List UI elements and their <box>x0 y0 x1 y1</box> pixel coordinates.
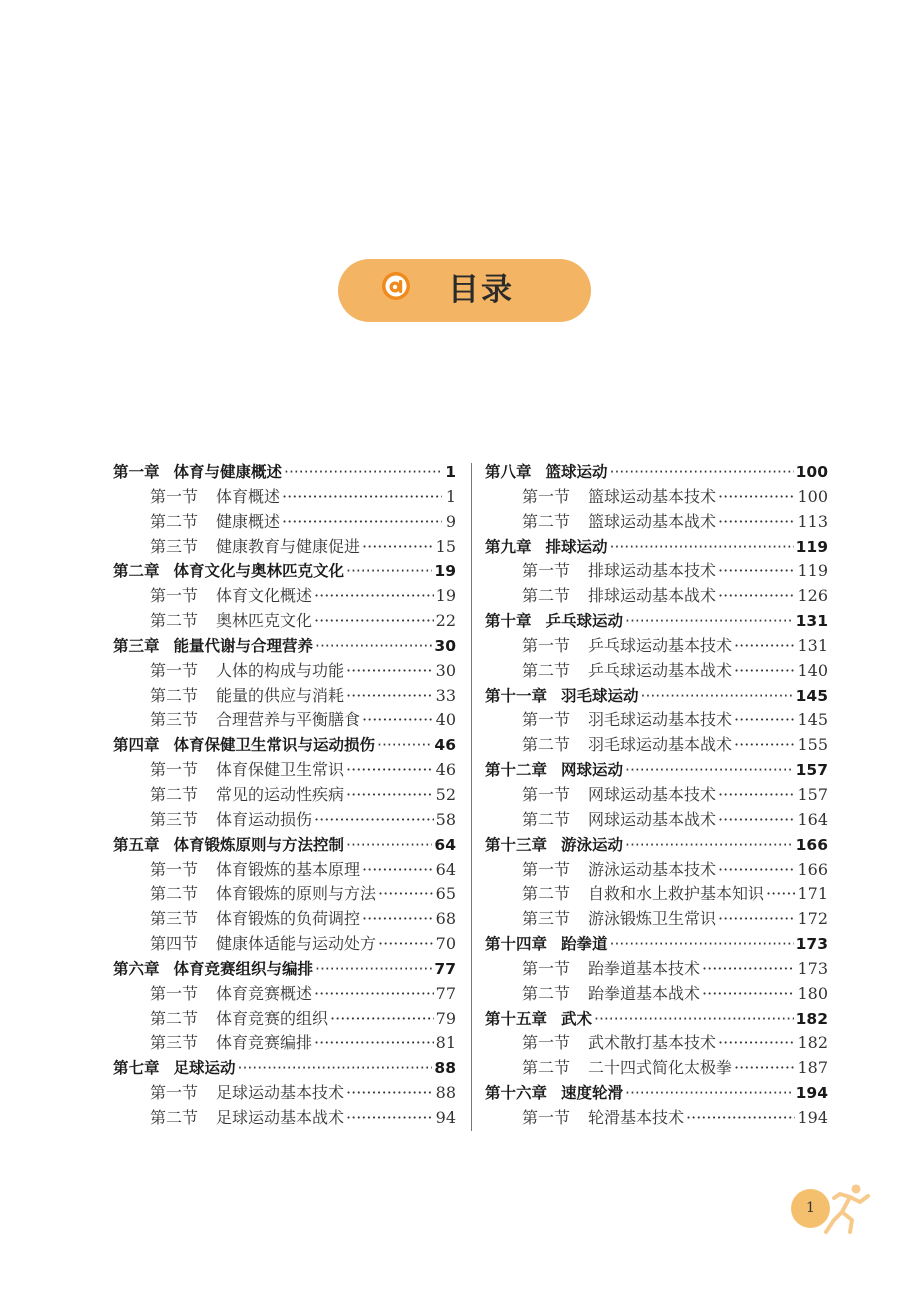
toc-section-entry[interactable] <box>113 1081 456 1106</box>
toc-chapter-entry[interactable] <box>485 1007 828 1032</box>
dot-leader <box>734 708 795 733</box>
dot-leader <box>346 783 434 808</box>
entry-page-number: 77 <box>434 959 456 978</box>
entry-title: 体育锻炼原则与方法控制 <box>173 835 345 854</box>
entry-title: 体育锻炼的原则与方法 <box>216 884 377 904</box>
toc-chapter-entry[interactable] <box>113 733 456 758</box>
entry-title: 游泳运动 <box>561 835 624 854</box>
entry-title: 人体的构成与功能 <box>216 660 345 680</box>
entry-title: 足球运动基本战术 <box>216 1107 345 1127</box>
dot-leader <box>610 932 794 957</box>
toc-section-entry[interactable] <box>113 708 456 733</box>
toc-right-column <box>485 460 828 1131</box>
toc-section-entry[interactable] <box>485 659 828 684</box>
column-divider <box>471 463 472 1131</box>
toc-section-entry[interactable] <box>113 1106 456 1131</box>
entry-number: 第六章 <box>113 959 160 978</box>
entry-page-number: 68 <box>435 909 456 929</box>
dot-leader <box>330 1007 434 1032</box>
entry-page-number: 164 <box>797 809 828 829</box>
entry-title: 乒乓球运动 <box>545 612 624 631</box>
entry-number: 第一节 <box>150 660 199 680</box>
entry-number: 第十三章 <box>485 835 548 854</box>
entry-title: 跆拳道基本战术 <box>588 983 701 1003</box>
entry-number: 第二节 <box>150 884 199 904</box>
toc-section-entry[interactable] <box>485 808 828 833</box>
entry-title: 体育保健卫生常识与运动损伤 <box>173 736 376 755</box>
toc-section-entry[interactable] <box>113 907 456 932</box>
dot-leader <box>284 460 442 485</box>
entry-title: 速度轮滑 <box>561 1084 624 1103</box>
entry-number: 第一节 <box>150 1083 199 1103</box>
entry-title: 跆拳道 <box>561 935 608 954</box>
entry-number: 第二节 <box>522 884 571 904</box>
toc-chapter-entry[interactable] <box>485 932 828 957</box>
toc-chapter-entry[interactable] <box>113 460 456 485</box>
entry-number: 第九章 <box>485 537 532 556</box>
entry-page-number: 19 <box>435 586 456 606</box>
toc-chapter-entry[interactable] <box>113 634 456 659</box>
entry-page-number: 182 <box>795 1009 828 1028</box>
entry-number: 第三节 <box>150 909 199 929</box>
entry-page-number: 94 <box>435 1107 456 1127</box>
entry-number: 第三节 <box>150 536 199 556</box>
toc-section-entry[interactable] <box>485 858 828 883</box>
entry-number: 第一节 <box>150 586 199 606</box>
entry-page-number: 40 <box>435 710 456 730</box>
entry-page-number: 15 <box>435 536 456 556</box>
toc-section-entry[interactable] <box>113 858 456 883</box>
entry-title: 游泳运动基本技术 <box>588 859 717 879</box>
dot-leader <box>718 485 795 510</box>
toc-chapter-entry[interactable] <box>485 833 828 858</box>
entry-title: 网球运动基本战术 <box>588 809 717 829</box>
entry-number: 第一节 <box>522 1107 571 1127</box>
toc-section-entry[interactable] <box>485 1056 828 1081</box>
entry-page-number: 155 <box>797 735 828 755</box>
entry-number: 第一节 <box>522 784 571 804</box>
entry-page-number: 9 <box>445 511 456 531</box>
toc-section-entry[interactable] <box>485 1031 828 1056</box>
catalog-logo-icon <box>381 271 411 301</box>
entry-title: 健康教育与健康促进 <box>216 536 361 556</box>
dot-leader <box>610 535 794 560</box>
entry-title: 奥林匹克文化 <box>216 611 313 631</box>
entry-page-number: 64 <box>434 835 456 854</box>
entry-number: 第一节 <box>150 760 199 780</box>
entry-page-number: 64 <box>435 859 456 879</box>
entry-page-number: 131 <box>795 612 828 631</box>
entry-title: 乒乓球运动基本技术 <box>588 635 733 655</box>
entry-page-number: 52 <box>435 784 456 804</box>
entry-title: 能量的供应与消耗 <box>216 685 345 705</box>
dot-leader <box>238 1056 433 1081</box>
toc-section-entry[interactable] <box>485 957 828 982</box>
entry-page-number: 173 <box>797 958 828 978</box>
entry-title: 能量代谢与合理营养 <box>173 636 314 655</box>
dot-leader <box>718 584 795 609</box>
toc-section-entry[interactable] <box>485 907 828 932</box>
entry-page-number: 46 <box>434 736 456 755</box>
entry-page-number: 100 <box>795 463 828 481</box>
toc-chapter-entry[interactable] <box>485 1081 828 1106</box>
page-title: 目录 <box>448 272 514 308</box>
toc-chapter-entry[interactable] <box>113 833 456 858</box>
toc-section-entry[interactable] <box>485 882 828 907</box>
entry-number: 第二节 <box>522 586 571 606</box>
entry-number: 第二节 <box>522 660 571 680</box>
entry-number: 第四节 <box>150 934 199 954</box>
entry-number: 第三章 <box>113 636 160 655</box>
dot-leader <box>314 584 434 609</box>
dot-leader <box>718 858 795 883</box>
entry-page-number: 131 <box>797 635 828 655</box>
page-number-badge: 1 <box>791 1189 830 1228</box>
entry-title: 健康体适能与运动处方 <box>216 934 377 954</box>
entry-page-number: 19 <box>434 562 456 581</box>
dot-leader <box>378 932 434 957</box>
dot-leader <box>314 1031 434 1056</box>
entry-page-number: 157 <box>797 784 828 804</box>
toc-section-entry[interactable] <box>485 559 828 584</box>
dot-leader <box>718 1031 795 1056</box>
entry-title: 武术散打基本技术 <box>588 1033 717 1053</box>
entry-number: 第十一章 <box>485 686 548 705</box>
entry-title: 羽毛球运动基本技术 <box>588 710 733 730</box>
dot-leader <box>362 858 434 883</box>
toc-section-entry[interactable] <box>113 758 456 783</box>
entry-title: 健康概述 <box>216 511 281 531</box>
entry-page-number: 88 <box>435 1083 456 1103</box>
entry-page-number: 88 <box>434 1059 456 1078</box>
toc-section-entry[interactable] <box>113 684 456 709</box>
entry-number: 第四章 <box>113 736 160 755</box>
toc-section-entry[interactable] <box>113 584 456 609</box>
dot-leader <box>625 1081 794 1106</box>
toc-left-column <box>113 460 456 1131</box>
dot-leader <box>702 957 795 982</box>
dot-leader <box>718 559 795 584</box>
dot-leader <box>734 733 795 758</box>
toc-section-entry[interactable] <box>113 510 456 535</box>
entry-number: 第十六章 <box>485 1084 548 1103</box>
entry-page-number: 30 <box>435 660 456 680</box>
toc-chapter-entry[interactable] <box>113 1056 456 1081</box>
entry-title: 二十四式简化太极拳 <box>588 1058 733 1078</box>
entry-page-number: 22 <box>435 611 456 631</box>
toc-chapter-entry[interactable] <box>485 684 828 709</box>
toc-chapter-entry[interactable] <box>113 957 456 982</box>
entry-number: 第二节 <box>522 983 571 1003</box>
toc-section-entry[interactable] <box>113 609 456 634</box>
entry-number: 第一节 <box>522 710 571 730</box>
dot-leader <box>718 907 795 932</box>
entry-number: 第一节 <box>522 1033 571 1053</box>
dot-leader <box>346 684 434 709</box>
entry-title: 体育概述 <box>216 486 281 506</box>
entry-page-number: 172 <box>797 909 828 929</box>
dot-leader <box>378 882 434 907</box>
toc-chapter-entry[interactable] <box>485 535 828 560</box>
dot-leader <box>734 634 795 659</box>
toc-section-entry[interactable] <box>113 882 456 907</box>
toc-section-entry[interactable] <box>113 535 456 560</box>
entry-page-number: 119 <box>795 537 828 556</box>
entry-title: 篮球运动 <box>545 463 608 481</box>
toc-section-entry[interactable] <box>485 510 828 535</box>
entry-page-number: 70 <box>435 934 456 954</box>
entry-number: 第三节 <box>150 1033 199 1053</box>
toc-section-entry[interactable] <box>485 708 828 733</box>
entry-page-number: 79 <box>435 1008 456 1028</box>
dot-leader <box>718 783 795 808</box>
entry-title: 游泳锻炼卫生常识 <box>588 909 717 929</box>
entry-page-number: 171 <box>797 884 828 904</box>
dot-leader <box>282 510 442 535</box>
entry-number: 第二节 <box>522 735 571 755</box>
entry-number: 第十章 <box>485 612 532 631</box>
toc-section-entry[interactable] <box>485 485 828 510</box>
dot-leader <box>625 758 794 783</box>
dot-leader <box>625 609 794 634</box>
dot-leader <box>346 758 434 783</box>
dot-leader <box>766 882 795 907</box>
entry-page-number: 46 <box>435 760 456 780</box>
entry-number: 第一节 <box>150 983 199 1003</box>
toc-section-entry[interactable] <box>113 982 456 1007</box>
entry-number: 第八章 <box>485 463 532 481</box>
entry-title: 乒乓球运动基本战术 <box>588 660 733 680</box>
entry-page-number: 113 <box>797 511 828 531</box>
entry-number: 第三节 <box>150 809 199 829</box>
entry-number: 第二节 <box>150 1008 199 1028</box>
dot-leader <box>718 808 795 833</box>
entry-title: 合理营养与平衡膳食 <box>216 710 361 730</box>
runner-icon <box>820 1180 872 1238</box>
dot-leader <box>362 907 434 932</box>
dot-leader <box>346 1081 434 1106</box>
dot-leader <box>315 634 432 659</box>
entry-title: 排球运动 <box>545 537 608 556</box>
dot-leader <box>282 485 442 510</box>
dot-leader <box>315 957 432 982</box>
toc-section-entry[interactable] <box>485 783 828 808</box>
dot-leader <box>362 535 434 560</box>
dot-leader <box>346 1106 434 1131</box>
entry-number: 第一节 <box>522 958 571 978</box>
entry-page-number: 58 <box>435 809 456 829</box>
dot-leader <box>625 833 794 858</box>
entry-title: 体育运动损伤 <box>216 809 313 829</box>
entry-number: 第一节 <box>150 486 199 506</box>
entry-title: 体育锻炼的负荷调控 <box>216 909 361 929</box>
toc-section-entry[interactable] <box>113 808 456 833</box>
entry-number: 第一节 <box>522 635 571 655</box>
entry-number: 第十五章 <box>485 1009 548 1028</box>
entry-title: 排球运动基本技术 <box>588 561 717 581</box>
toc-section-entry[interactable] <box>113 1007 456 1032</box>
dot-leader <box>610 460 794 485</box>
toc-section-entry[interactable] <box>485 584 828 609</box>
entry-page-number: 145 <box>795 686 828 705</box>
entry-page-number: 1 <box>445 486 456 506</box>
entry-page-number: 180 <box>797 983 828 1003</box>
entry-number: 第三节 <box>522 909 571 929</box>
dot-leader <box>686 1106 795 1131</box>
entry-number: 第二节 <box>150 1107 199 1127</box>
entry-page-number: 77 <box>435 983 456 1003</box>
dot-leader <box>314 808 434 833</box>
toc-section-entry[interactable] <box>113 783 456 808</box>
entry-number: 第七章 <box>113 1059 160 1078</box>
toc-chapter-entry[interactable] <box>485 758 828 783</box>
entry-title: 羽毛球运动基本战术 <box>588 735 733 755</box>
entry-page-number: 194 <box>797 1107 828 1127</box>
entry-title: 体育锻炼的基本原理 <box>216 859 361 879</box>
entry-number: 第五章 <box>113 835 160 854</box>
entry-title: 网球运动 <box>561 761 624 780</box>
entry-title: 网球运动基本技术 <box>588 784 717 804</box>
entry-title: 轮滑基本技术 <box>588 1107 685 1127</box>
entry-page-number: 166 <box>797 859 828 879</box>
entry-title: 体育文化与奥林匹克文化 <box>173 562 345 581</box>
entry-number: 第二节 <box>522 1058 571 1078</box>
dot-leader <box>718 510 795 535</box>
entry-page-number: 33 <box>435 685 456 705</box>
toc-section-entry[interactable] <box>485 733 828 758</box>
dot-leader <box>734 659 795 684</box>
entry-title: 篮球运动基本技术 <box>588 486 717 506</box>
entry-number: 第二章 <box>113 562 160 581</box>
toc-chapter-entry[interactable] <box>485 609 828 634</box>
entry-title: 体育文化概述 <box>216 586 313 606</box>
entry-page-number: 173 <box>795 935 828 954</box>
dot-leader <box>377 733 432 758</box>
entry-number: 第二节 <box>150 511 199 531</box>
toc-section-entry[interactable] <box>113 1031 456 1056</box>
entry-number: 第一章 <box>113 463 160 481</box>
entry-title: 常见的运动性疾病 <box>216 784 345 804</box>
entry-title: 体育竞赛的组织 <box>216 1008 329 1028</box>
entry-title: 体育竞赛编排 <box>216 1033 313 1053</box>
entry-number: 第一节 <box>150 859 199 879</box>
entry-title: 足球运动基本技术 <box>216 1083 345 1103</box>
entry-number: 第二节 <box>150 685 199 705</box>
entry-page-number: 100 <box>797 486 828 506</box>
toc-section-entry[interactable] <box>113 485 456 510</box>
entry-title: 跆拳道基本技术 <box>588 958 701 978</box>
entry-page-number: 194 <box>795 1084 828 1103</box>
entry-page-number: 119 <box>797 561 828 581</box>
dot-leader <box>346 559 432 584</box>
entry-page-number: 182 <box>797 1033 828 1053</box>
entry-number: 第二节 <box>150 611 199 631</box>
entry-title: 足球运动 <box>173 1059 236 1078</box>
entry-title: 武术 <box>561 1009 593 1028</box>
entry-page-number: 65 <box>435 884 456 904</box>
entry-title: 篮球运动基本战术 <box>588 511 717 531</box>
entry-title: 自救和水上救护基本知识 <box>588 884 765 904</box>
dot-leader <box>362 708 434 733</box>
dot-leader <box>594 1007 794 1032</box>
dot-leader <box>314 609 434 634</box>
entry-number: 第一节 <box>522 859 571 879</box>
toc-section-entry[interactable] <box>485 1106 828 1131</box>
toc-section-entry[interactable] <box>485 634 828 659</box>
entry-title: 体育竞赛概述 <box>216 983 313 1003</box>
entry-number: 第一节 <box>522 486 571 506</box>
entry-page-number: 126 <box>797 586 828 606</box>
entry-title: 体育竞赛组织与编排 <box>173 959 314 978</box>
toc-chapter-entry[interactable] <box>485 460 828 485</box>
entry-number: 第二节 <box>522 809 571 829</box>
entry-title: 体育与健康概述 <box>173 463 283 481</box>
entry-page-number: 157 <box>795 761 828 780</box>
entry-number: 第二节 <box>522 511 571 531</box>
entry-number: 第二节 <box>150 784 199 804</box>
toc-section-entry[interactable] <box>113 659 456 684</box>
entry-page-number: 166 <box>795 835 828 854</box>
entry-number: 第一节 <box>522 561 571 581</box>
dot-leader <box>734 1056 795 1081</box>
entry-page-number: 81 <box>435 1033 456 1053</box>
entry-page-number: 30 <box>434 636 456 655</box>
toc-section-entry[interactable] <box>113 932 456 957</box>
entry-number: 第十四章 <box>485 935 548 954</box>
entry-number: 第十二章 <box>485 761 548 780</box>
entry-page-number: 1 <box>445 463 456 481</box>
entry-title: 羽毛球运动 <box>561 686 639 705</box>
entry-title: 排球运动基本战术 <box>588 586 717 606</box>
dot-leader <box>346 833 432 858</box>
entry-page-number: 145 <box>797 710 828 730</box>
dot-leader <box>641 684 794 709</box>
toc-section-entry[interactable] <box>485 982 828 1007</box>
entry-page-number: 187 <box>797 1058 828 1078</box>
entry-title: 体育保健卫生常识 <box>216 760 345 780</box>
dot-leader <box>702 982 795 1007</box>
entry-number: 第三节 <box>150 710 199 730</box>
toc-chapter-entry[interactable] <box>113 559 456 584</box>
entry-page-number: 140 <box>797 660 828 680</box>
dot-leader <box>346 659 434 684</box>
dot-leader <box>314 982 434 1007</box>
